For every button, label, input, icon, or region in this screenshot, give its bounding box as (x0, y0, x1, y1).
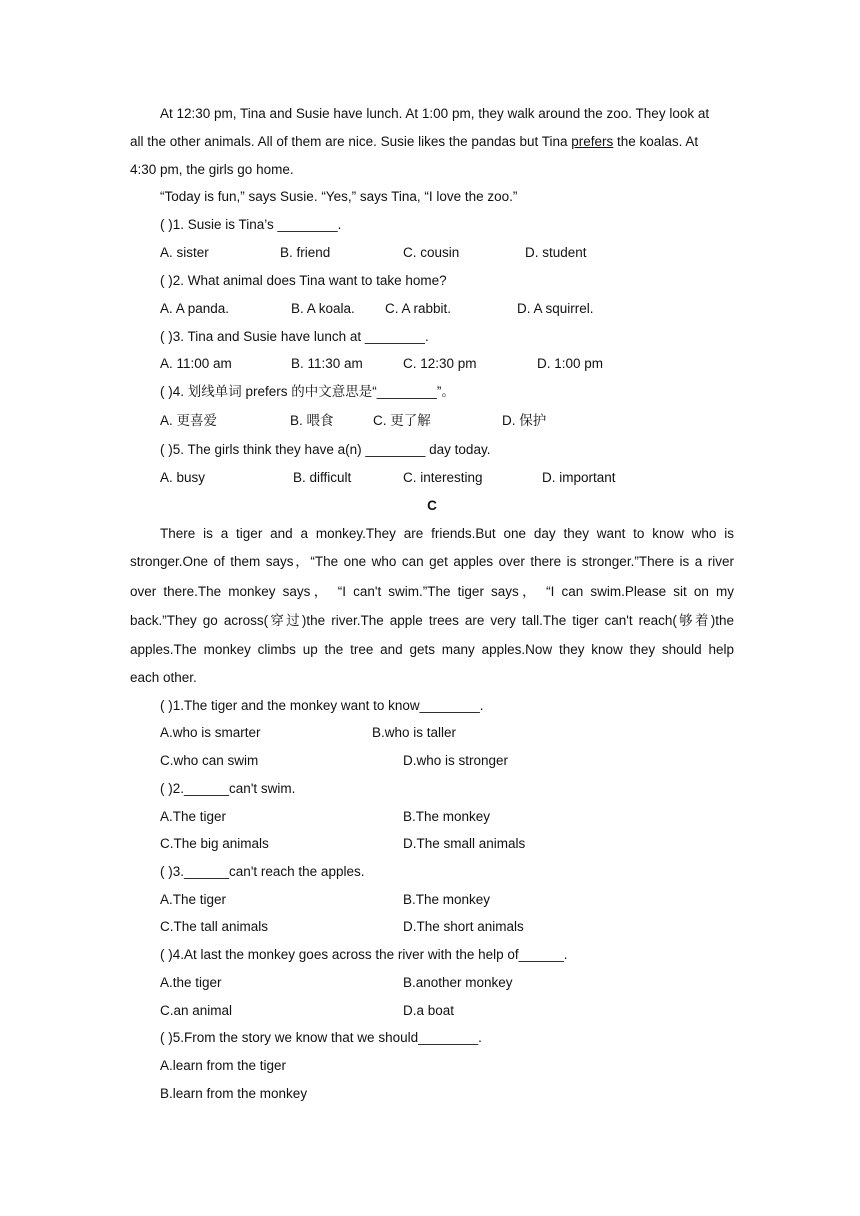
options-row (160, 354, 734, 374)
option: B.The monkey (403, 892, 491, 907)
option: A.who is smarter (160, 725, 261, 740)
option: C. interesting (403, 470, 483, 485)
option: D. student (525, 245, 587, 260)
option: A. A panda. (160, 301, 230, 316)
option: A. 11:00 am (160, 356, 232, 371)
options-row (160, 807, 734, 827)
options-row (160, 973, 734, 993)
question-stem: ( )2. What animal does Tina want to take home? (160, 273, 447, 288)
option: C.an animal (160, 1003, 233, 1018)
option: D. 1:00 pm (537, 356, 604, 371)
option: D. 保护 (502, 413, 547, 428)
option: A. 更喜爱 (160, 413, 218, 428)
option: C. cousin (403, 245, 460, 260)
question-stem: ( )5.From the story we know that we should________. (160, 1030, 482, 1045)
option: B. friend (280, 245, 331, 260)
option: B. 11:30 am (291, 356, 363, 371)
question-stem: ( )4. 划线单词 prefers 的中文意思是“________”。 (160, 384, 455, 399)
option: B. difficult (293, 470, 352, 485)
option: A.The tiger (160, 892, 227, 907)
option: D.The short animals (403, 919, 524, 934)
passage-text: all the other animals. All of them are nice. Susie likes the pandas but Tina (130, 134, 572, 149)
option: B.another monkey (403, 975, 513, 990)
option: B.The monkey (403, 809, 491, 824)
option: B.who is taller (372, 725, 457, 740)
question-stem: ( )5. The girls think they have a(n) ________ day today. (160, 442, 491, 457)
options-row (160, 1001, 734, 1021)
option: C. 12:30 pm (403, 356, 477, 371)
passage-line: “Today is fun,” says Susie. “Yes,” says Tina, “I love the zoo.” (160, 189, 518, 204)
passage-text: the koalas. At (613, 134, 699, 149)
passage-line: back.”They go across(穿过)the river.The apple trees are very tall.The tiger can't reach(够着)the (130, 613, 734, 628)
question-stem: ( )1. Susie is Tina’s ________. (160, 217, 342, 232)
question-stem: ( )4.At last the monkey goes across the river with the help of______. (160, 947, 568, 962)
options-row (160, 834, 734, 854)
option: D.a boat (403, 1003, 455, 1018)
options-row (160, 723, 734, 743)
option: C. 更了解 (373, 413, 431, 428)
option: D.who is stronger (403, 753, 509, 768)
options-row (160, 411, 734, 431)
option: C.The tall animals (160, 919, 269, 934)
option: A.learn from the tiger (160, 1058, 287, 1073)
passage-line: over there.The monkey says， “I can't swim.”The tiger says， “I can swim.Please sit on my (130, 584, 734, 599)
option: C.The big animals (160, 836, 269, 851)
option: B. 喂食 (290, 413, 334, 428)
options-row (160, 468, 734, 488)
options-row (160, 890, 734, 910)
passage-line: each other. (130, 670, 197, 685)
passage-line: stronger.One of them says，“The one who can get apples over there is stronger.”There is a river (130, 554, 734, 569)
option: A.the tiger (160, 975, 222, 990)
option: B. A koala. (291, 301, 355, 316)
option: B.learn from the monkey (160, 1086, 308, 1101)
option: A.The tiger (160, 809, 227, 824)
option: D. A squirrel. (517, 301, 594, 316)
underlined-word-prefers: prefers (571, 134, 614, 149)
option: A. sister (160, 245, 209, 260)
option: C.who can swim (160, 753, 259, 768)
option: D.The small animals (403, 836, 526, 851)
option: A. busy (160, 470, 206, 485)
options-row (160, 243, 734, 263)
section-heading: C (427, 498, 437, 513)
option: D. important (542, 470, 616, 485)
options-row (160, 917, 734, 937)
passage-line: There is a tiger and a monkey.They are friends.But one day they want to know who is (160, 526, 734, 541)
question-stem: ( )3.______can't reach the apples. (160, 864, 365, 879)
passage-line (130, 132, 734, 152)
question-stem: ( )3. Tina and Susie have lunch at ________. (160, 329, 429, 344)
options-row (160, 751, 734, 771)
passage-line: 4:30 pm, the girls go home. (130, 162, 294, 177)
passage-line: At 12:30 pm, Tina and Susie have lunch. At 1:00 pm, they walk around the zoo. They look at (160, 106, 710, 121)
question-stem: ( )1.The tiger and the monkey want to know________. (160, 698, 484, 713)
option: C. A rabbit. (385, 301, 452, 316)
passage-line: apples.The monkey climbs up the tree and gets many apples.Now they know they should help (130, 642, 734, 657)
question-stem: ( )2.______can't swim. (160, 781, 296, 796)
options-row (160, 299, 734, 319)
